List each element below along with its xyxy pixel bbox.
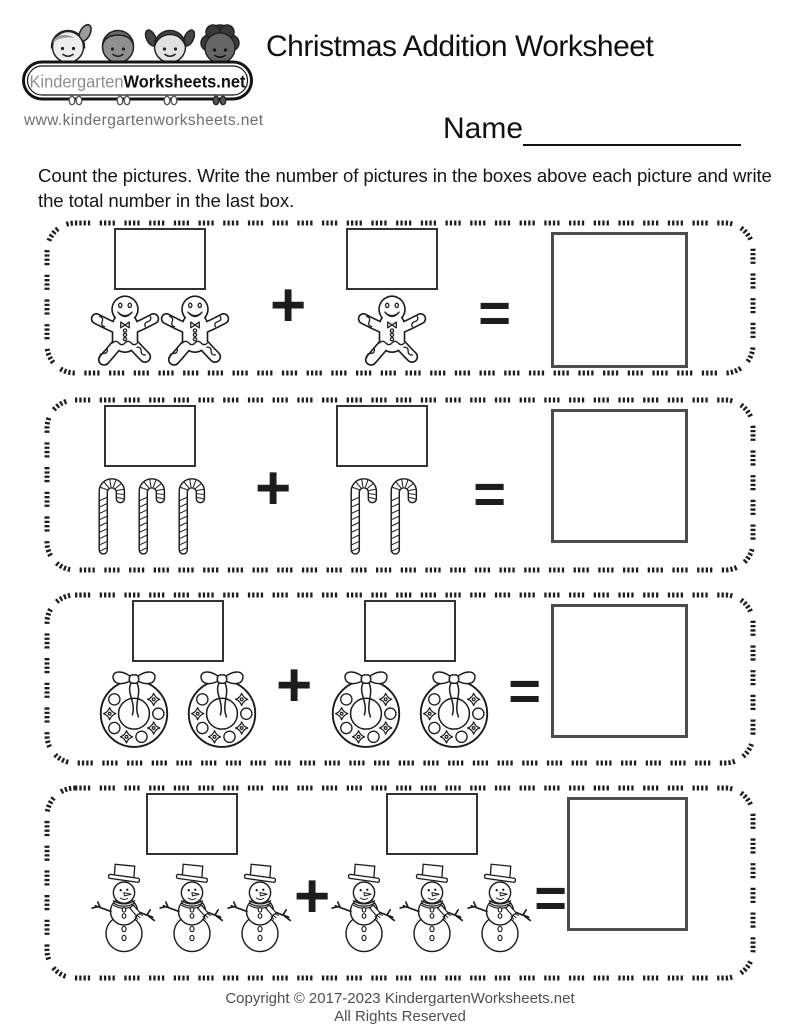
snowman-icon	[396, 858, 468, 960]
addend1-group	[90, 405, 210, 556]
snowman-icon	[224, 858, 296, 960]
snowman-icon	[156, 858, 228, 960]
footer-copyright: Copyright © 2017-2023 KindergartenWorksheets.net	[225, 989, 575, 1007]
sum-answer-box[interactable]	[551, 409, 688, 543]
plus-sign: +	[255, 454, 292, 523]
plus-sign: +	[294, 862, 331, 931]
equals-sign: =	[478, 281, 511, 344]
footer	[0, 990, 800, 1028]
snowman-icon	[88, 858, 160, 960]
addend2-pictures	[322, 665, 498, 753]
gingerbread-man-icon	[86, 293, 164, 373]
kids-faces-icon	[52, 23, 240, 63]
brand-text: KindergartenWorksheets.net	[29, 71, 254, 92]
addend2-count-box[interactable]	[386, 793, 478, 855]
sum-answer-box[interactable]	[551, 232, 688, 368]
gingerbread-man-icon	[156, 293, 234, 373]
problem-card-1	[42, 218, 758, 378]
site-url: www.kindergartenworksheets.net	[24, 112, 264, 129]
instructions-text: Count the pictures. Write the number of pictures in the boxes above each picture and write the total number in the last box.	[38, 165, 772, 212]
addend1-pictures	[90, 858, 294, 960]
addend1-count-box[interactable]	[104, 405, 196, 467]
footer-rights: All Rights Reserved	[334, 1008, 466, 1026]
christmas-wreath-icon	[321, 665, 411, 753]
addend1-group	[90, 793, 294, 960]
equals-sign: =	[508, 659, 541, 722]
candy-cane-icon	[344, 470, 380, 556]
addend2-pictures	[330, 858, 534, 960]
snowman-icon	[464, 858, 536, 960]
addend2-count-box[interactable]	[346, 228, 438, 290]
christmas-wreath-icon	[89, 665, 179, 753]
brand-banner	[24, 62, 252, 99]
addend1-group	[90, 600, 266, 753]
candy-cane-icon	[92, 470, 128, 556]
name-label: Name	[443, 112, 524, 145]
equals-sign: =	[534, 866, 567, 929]
addend2-group	[330, 793, 534, 960]
addend2-group	[336, 405, 428, 556]
christmas-wreath-icon	[177, 665, 267, 753]
sum-answer-box[interactable]	[551, 604, 688, 738]
addend2-group	[346, 228, 438, 373]
addend1-count-box[interactable]	[146, 793, 238, 855]
addend1-group	[90, 228, 230, 373]
addend2-count-box[interactable]	[336, 405, 428, 467]
addend1-pictures	[90, 293, 230, 373]
problem-card-3	[42, 590, 758, 768]
addend2-count-box[interactable]	[364, 600, 456, 662]
gingerbread-man-icon	[353, 293, 431, 373]
plus-sign: +	[276, 651, 313, 720]
problems-list	[42, 218, 758, 983]
candy-cane-icon	[132, 470, 168, 556]
addend2-group	[322, 600, 498, 753]
name-field-row	[443, 112, 741, 146]
addend1-pictures	[90, 665, 266, 753]
page-title: Christmas Addition Worksheet	[266, 30, 654, 63]
addend2-pictures	[342, 470, 422, 556]
addend1-count-box[interactable]	[114, 228, 206, 290]
addend2-pictures	[357, 293, 427, 373]
kindergartenworksheets-logo	[20, 12, 255, 108]
candy-cane-icon	[172, 470, 208, 556]
candy-cane-icon	[384, 470, 420, 556]
snowman-icon	[328, 858, 400, 960]
problem-card-2	[42, 395, 758, 575]
equals-sign: =	[473, 462, 506, 525]
addend1-pictures	[90, 470, 210, 556]
plus-sign: +	[270, 271, 307, 340]
name-input-line[interactable]	[523, 112, 741, 146]
problem-card-4	[42, 783, 758, 983]
christmas-wreath-icon	[409, 665, 499, 753]
sum-answer-box[interactable]	[567, 797, 688, 931]
addend1-count-box[interactable]	[132, 600, 224, 662]
